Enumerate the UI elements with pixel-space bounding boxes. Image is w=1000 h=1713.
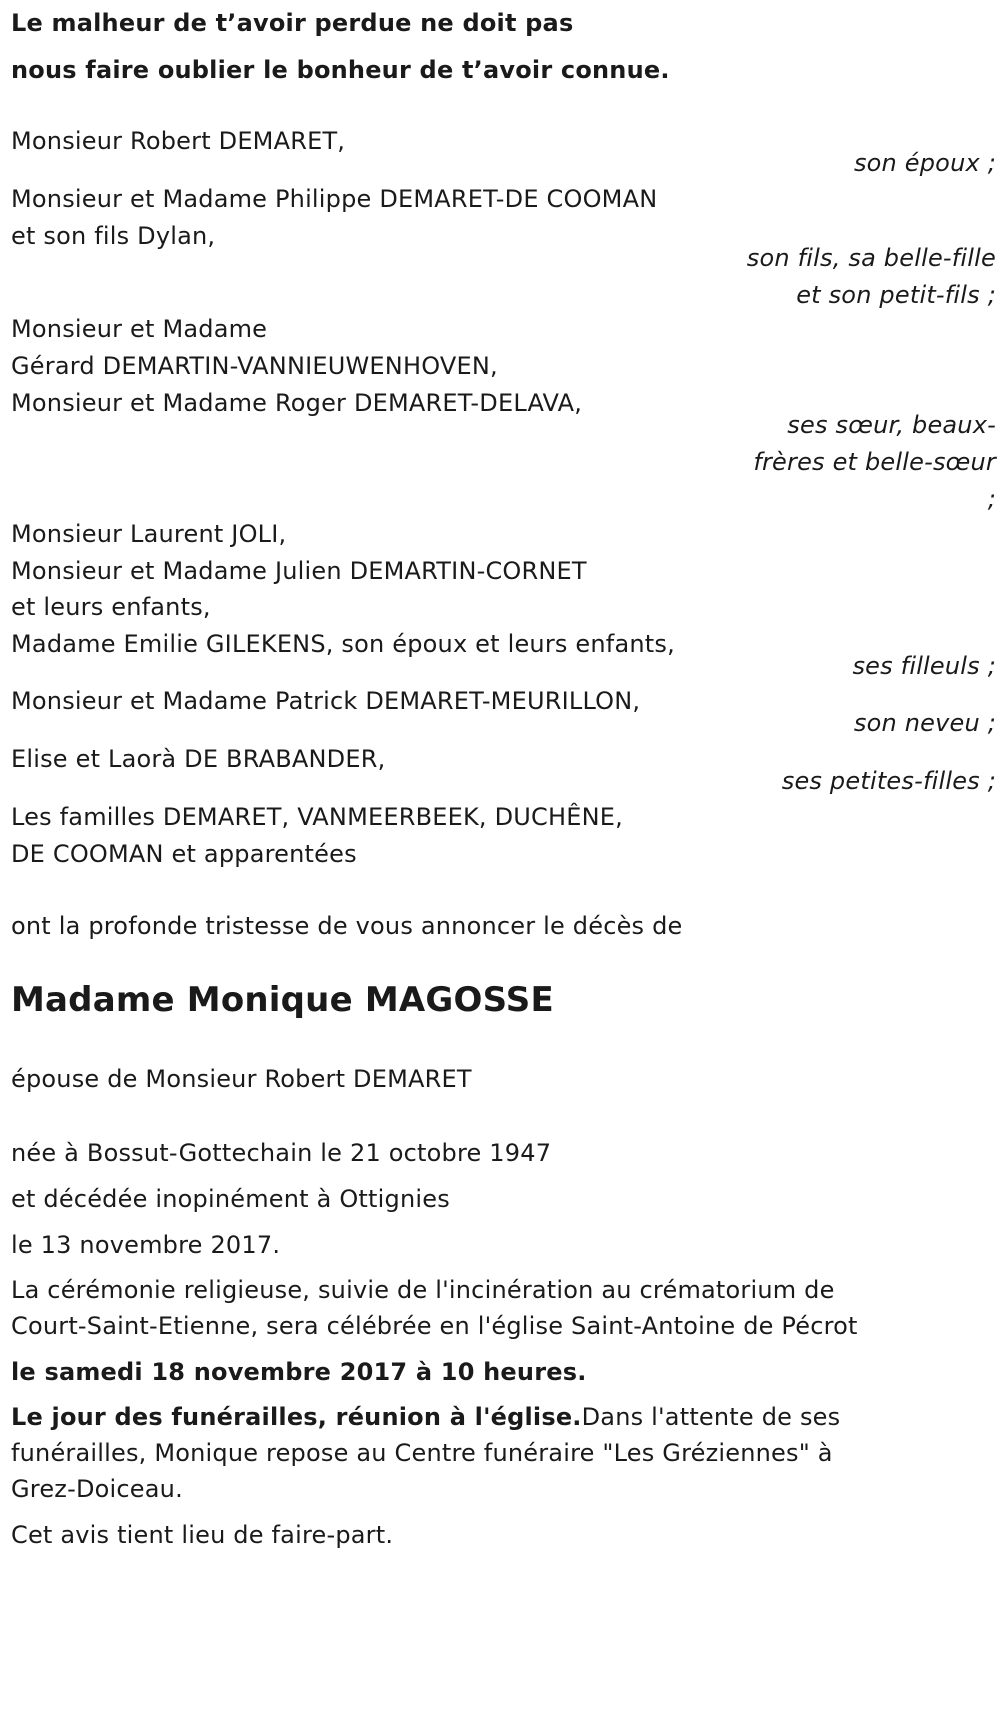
- family-member-line: et son fils Dylan,: [11, 222, 216, 250]
- epigraph-line-2: nous faire oublier le bonheur de t’avoir connue.: [11, 56, 670, 84]
- family-relation: ses filleuls ;: [852, 652, 996, 680]
- birth-line: née à Bossut-Gottechain le 21 octobre 1947: [11, 1139, 552, 1167]
- closing-line: Cet avis tient lieu de faire-part.: [11, 1521, 394, 1549]
- ceremony-line-2: Court-Saint-Etienne, sera célébrée en l'église Saint-Antoine de Pécrot: [11, 1312, 858, 1340]
- family-member-line: Monsieur Laurent JOLI,: [11, 520, 287, 548]
- family-relation: son époux ;: [853, 149, 996, 177]
- family-member-line: Les familles DEMARET, VANMEERBEEK, DUCHÊNE,: [11, 803, 623, 831]
- family-member-line: Monsieur et Madame: [11, 315, 268, 343]
- family-relation: son fils, sa belle-fille: [746, 244, 996, 272]
- ceremony-date: le samedi 18 novembre 2017 à 10 heures.: [11, 1358, 587, 1386]
- family-member-line: Elise et Laorà DE BRABANDER,: [11, 745, 386, 773]
- announcement: ont la profonde tristesse de vous annoncer le décès de: [11, 912, 683, 940]
- family-member-line: DE COOMAN et apparentées: [11, 840, 357, 868]
- spouse-line: épouse de Monsieur Robert DEMARET: [11, 1065, 472, 1093]
- family-relation: son neveu ;: [853, 709, 996, 737]
- deceased-name: Madame Monique MAGOSSE: [11, 980, 554, 1020]
- epigraph-line-1: Le malheur de t’avoir perdue ne doit pas: [11, 9, 574, 37]
- family-member-line: Monsieur et Madame Philippe DEMARET-DE COOMAN: [11, 185, 658, 213]
- family-relation: ses sœur, beaux-: [787, 411, 996, 439]
- family-member-line: Monsieur Robert DEMARET,: [11, 127, 346, 155]
- funeral-line-3: Grez-Doiceau.: [11, 1475, 183, 1503]
- funeral-text-1: Dans l'attente de ses: [581, 1403, 841, 1431]
- family-member-line: Gérard DEMARTIN-VANNIEUWENHOVEN,: [11, 352, 498, 380]
- funeral-bold: Le jour des funérailles, réunion à l'église.: [11, 1403, 582, 1431]
- family-member-line: Madame Emilie GILEKENS, son époux et leurs enfants,: [11, 630, 675, 658]
- family-relation: frères et belle-sœur: [753, 448, 996, 476]
- family-relation: ;: [987, 485, 996, 513]
- death-line-1: et décédée inopinément à Ottignies: [11, 1185, 450, 1213]
- family-relation: ses petites-filles ;: [781, 767, 996, 795]
- family-member-line: Monsieur et Madame Julien DEMARTIN-CORNET: [11, 557, 587, 585]
- death-line-2: le 13 novembre 2017.: [11, 1231, 281, 1259]
- family-member-line: Monsieur et Madame Roger DEMARET-DELAVA,: [11, 389, 583, 417]
- family-member-line: Monsieur et Madame Patrick DEMARET-MEURILLON,: [11, 687, 641, 715]
- ceremony-line-1: La cérémonie religieuse, suivie de l'incinération au crématorium de: [11, 1276, 835, 1304]
- family-relation: et son petit-fils ;: [796, 281, 996, 309]
- funeral-line-2: funérailles, Monique repose au Centre funéraire "Les Gréziennes" à: [11, 1439, 833, 1467]
- family-member-line: et leurs enfants,: [11, 593, 211, 621]
- funeral-line-1: [11, 1402, 840, 1432]
